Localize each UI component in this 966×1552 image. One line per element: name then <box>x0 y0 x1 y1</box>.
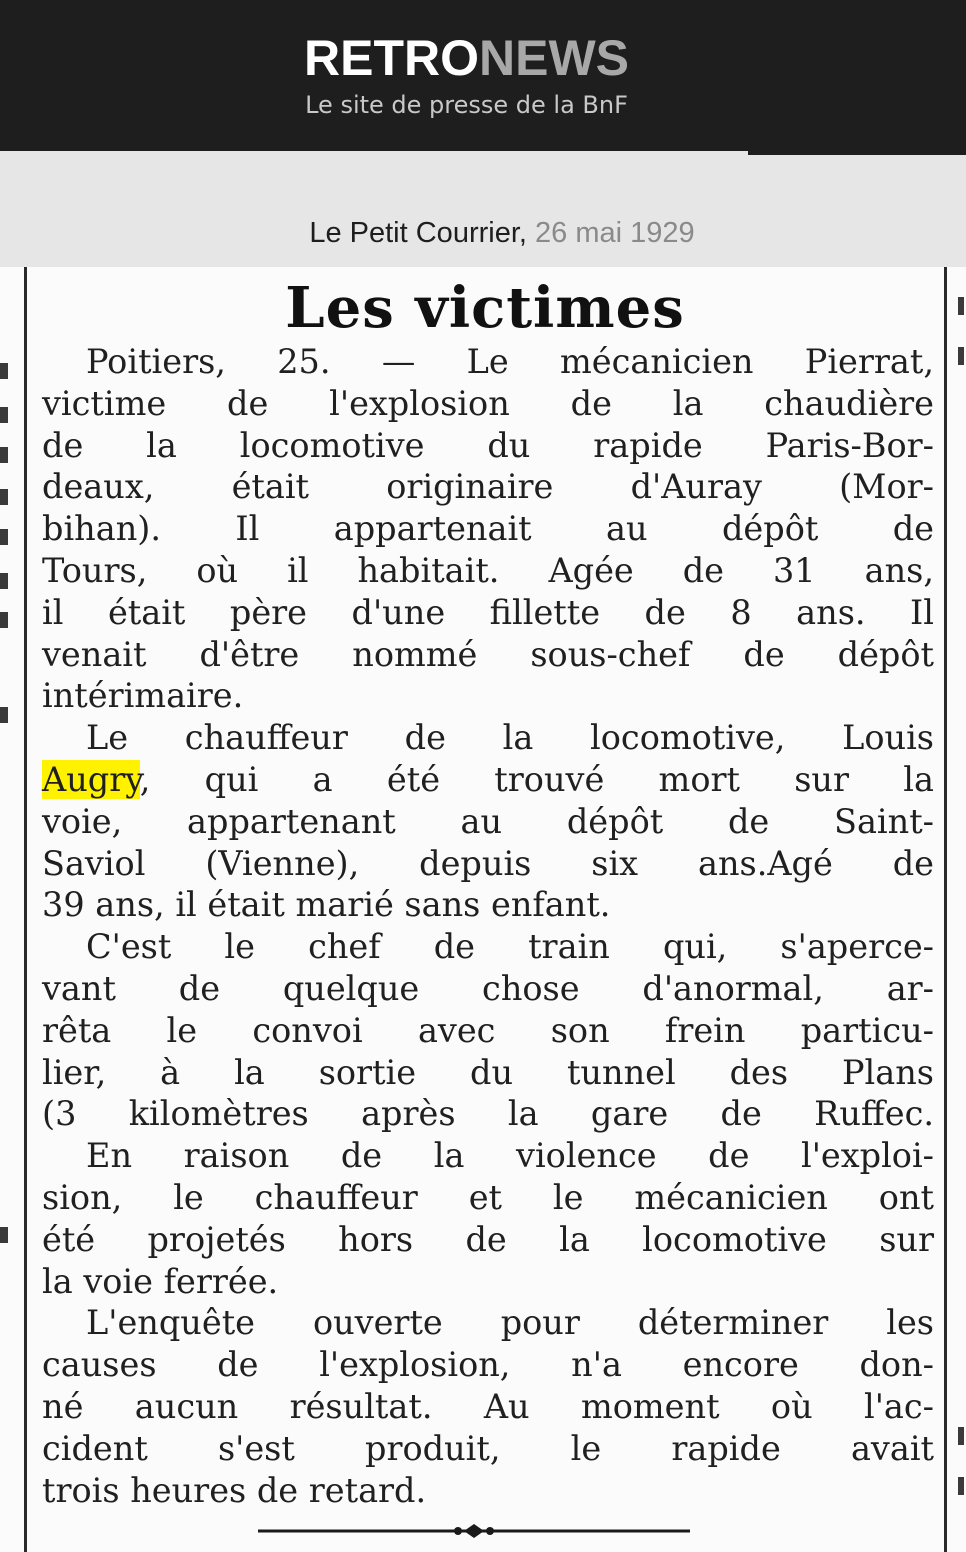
article-line-highlighted: Augry, qui a été trouvé mort sur la <box>42 759 934 799</box>
article-line: venait d'être nommé sous-chef de dépôt <box>42 634 934 674</box>
article-line: sion, le chauffeur et le mécanicien ont <box>42 1177 934 1217</box>
article-line: de la locomotive du rapide Paris-Bor- <box>42 425 934 465</box>
search-highlight[interactable]: Augry <box>42 759 140 799</box>
publication-name: Le Petit Courrier, <box>309 217 527 249</box>
article-line: victime de l'explosion de la chaudière <box>42 383 934 423</box>
article-line: la voie ferrée. <box>42 1261 279 1301</box>
article-line: cident s'est produit, le rapide avait <box>42 1428 934 1468</box>
article-line: été projetés hors de la locomotive sur <box>42 1219 934 1259</box>
source-citation <box>0 214 966 252</box>
end-ornament <box>258 1519 690 1543</box>
article-line: (3 kilomètres après la gare de Ruffec. <box>42 1094 934 1134</box>
article-line: trois heures de retard. <box>42 1470 427 1510</box>
header-edge <box>748 151 966 155</box>
article-line: Tours, où il habitait. Agée de 31 ans, <box>42 550 934 590</box>
column-rule-right <box>944 267 947 1552</box>
newspaper-scan <box>0 267 966 1552</box>
article-line: bihan). Il appartenait au dépôt de <box>42 509 934 549</box>
left-column-edge <box>0 267 14 1552</box>
article-line: il était père d'une fillette de 8 ans. Il <box>42 592 934 632</box>
article-line: causes de l'explosion, n'a encore don- <box>42 1345 934 1385</box>
article-line: Le chauffeur de la locomotive, Louis <box>86 718 934 758</box>
publication-date: 26 mai 1929 <box>535 217 695 249</box>
article-headline: Les victimes <box>285 275 685 341</box>
article-line: intérimaire. <box>42 676 244 716</box>
site-header <box>0 0 966 151</box>
logo-news: NEWS <box>479 30 629 86</box>
article-line: né aucun résultat. Au moment où l'ac- <box>42 1386 934 1426</box>
article-line: deaux, était originaire d'Auray (Mor- <box>42 467 934 507</box>
article-line: voie, appartenant au dépôt de Saint- <box>42 801 934 841</box>
article-line: vant de quelque chose d'anormal, ar- <box>42 968 934 1008</box>
retronews-logo[interactable] <box>0 30 933 86</box>
article-line: Poitiers, 25. — Le mécanicien Pierrat, <box>86 342 934 381</box>
article-line: Saviol (Vienne), depuis six ans.Agé de <box>42 843 934 883</box>
article-line: L'enquête ouverte pour déterminer les <box>86 1303 934 1343</box>
right-column-edge <box>956 267 966 1552</box>
logo-retro: RETRO <box>304 30 479 86</box>
column-rule-left <box>24 267 27 1552</box>
article-line: 39 ans, il était marié sans enfant. <box>42 885 611 925</box>
article-body <box>42 341 934 1511</box>
article-line: En raison de la violence de l'exploi- <box>86 1136 934 1176</box>
article-line: lier, à la sortie du tunnel des Plans <box>42 1052 934 1092</box>
site-tagline: Le site de presse de la BnF <box>305 91 628 119</box>
article-line: rêta le convoi avec son frein particu- <box>42 1010 934 1050</box>
article-line: C'est le chef de train qui, s'aperce- <box>86 927 934 967</box>
